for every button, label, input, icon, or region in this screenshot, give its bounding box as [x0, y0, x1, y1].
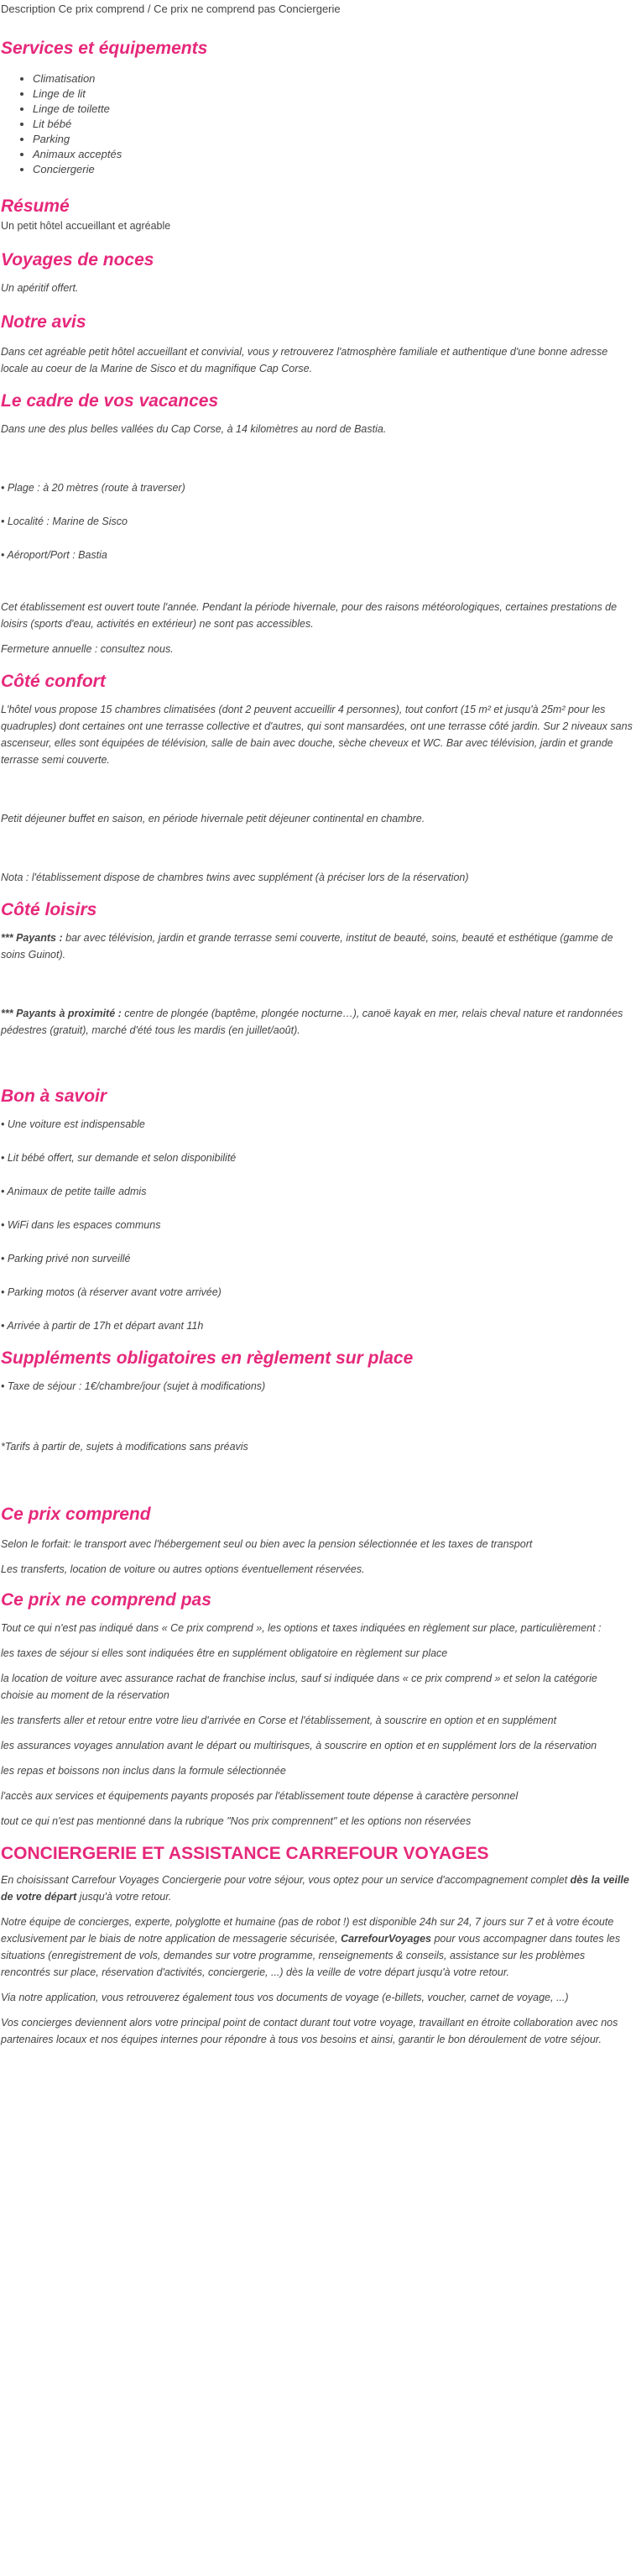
- loisirs-payants: [1, 929, 633, 963]
- list-item: • Linge de toilette: [33, 102, 633, 117]
- cadre-bullet-localite: • Localité : Marine de Sisco: [1, 516, 128, 527]
- conciergerie-p2-c: pour vous accompagner dans toutes les situations (enregistrement de vols, demandes sur votre programme, renseignements & conseils, assistance sur les problèmes rencontrés sur place, réservation d'activités, conciergerie, ...) dès la veille de votre départ jusqu'à votre retour.: [1, 1933, 621, 1978]
- supplements-tarifs: *Tarifs à partir de, sujets à modifications sans préavis: [1, 1441, 248, 1453]
- list-item: • Parking: [33, 132, 633, 147]
- savoir-item: • Parking motos (à réserver avant votre arrivée): [1, 1286, 222, 1298]
- loisirs-title: Côté loisirs: [1, 900, 97, 919]
- ne-comprend-item: les assurances voyages annulation avant le départ ou multirisques, à souscrire en option et en supplément lors de la réservation: [1, 1740, 597, 1751]
- cadre-fermeture: Fermeture annuelle : consultez nous.: [1, 643, 174, 655]
- ne-comprend-item: les repas et boissons non inclus dans la formule sélectionnée: [1, 1765, 286, 1777]
- cadre-bullet-aeroport: • Aéroport/Port : Bastia: [1, 549, 107, 561]
- noces-title: Voyages de noces: [1, 250, 154, 270]
- ne-comprend-title: Ce prix ne comprend pas: [1, 1590, 211, 1610]
- savoir-item: • Parking privé non surveillé: [1, 1253, 131, 1264]
- savoir-item: • Arrivée à partir de 17h et départ avant 11h: [1, 1320, 204, 1332]
- resume-text: Un petit hôtel accueillant et agréable: [1, 220, 171, 232]
- avis-text: Dans cet agréable petit hôtel accueillant et convivial, vous y retrouverez l'atmosphère familiale et authentique d'une bonne adresse locale au coeur de la Marine de Sisco et du magnifique Cap Corse.: [1, 346, 608, 374]
- confort-text: L'hôtel vous propose 15 chambres climatisées (dont 2 peuvent accueillir 4 personnes), tout confort (15 m² et jusqu'à 25m² pour les quadruples) dont certaines ont une terrasse collective et d'autres, qui sont mansardées, ont une terrasse côté jardin. Sur 2 niveaux sans ascenseur, elles sont équipées de télévision, salle de bain avec douche, sèche cheveux et WC. Bar avec télévision, jardin et grande terrasse semi couverte.: [1, 704, 633, 766]
- savoir-title: Bon à savoir: [1, 1086, 107, 1106]
- confort-petit-dejeuner: Petit déjeuner buffet en saison, en période hivernale petit déjeuner continental en chambre.: [1, 813, 425, 825]
- list-item: • Animaux acceptés: [33, 147, 633, 162]
- comprend-p2: Les transferts, location de voiture ou autres options éventuellement réservées.: [1, 1563, 365, 1575]
- list-item: • Lit bébé: [33, 117, 633, 132]
- savoir-item: • WiFi dans les espaces communs: [1, 1219, 161, 1231]
- services-title: Services et équipements: [1, 39, 208, 58]
- confort-title: Côté confort: [1, 672, 106, 691]
- savoir-item: • Animaux de petite taille admis: [1, 1186, 147, 1197]
- list-item: • Conciergerie: [33, 162, 633, 177]
- list-item: • Linge de lit: [33, 86, 633, 102]
- list-item: • Climatisation: [33, 71, 633, 86]
- ne-comprend-item: les transferts aller et retour entre votre lieu d'arrivée en Corse et l'établissement, à souscrire en option et en supplément: [1, 1715, 557, 1726]
- conciergerie-p2-b: CarrefourVoyages: [341, 1933, 431, 1945]
- cadre-ouverture: Cet établissement est ouvert toute l'année. Pendant la période hivernale, pour des raisons météorologiques, certaines prestations de loisirs (sports d'eau, activités en extérieur) ne sont pas accessibles.: [1, 601, 618, 630]
- ne-comprend-item: la location de voiture avec assurance rachat de franchise inclus, sauf si indiquée dans « ce prix comprend » et selon la catégorie choisie au moment de la réservation: [1, 1673, 597, 1701]
- conciergerie-p1-b: dès la veille de votre départ: [1, 1874, 629, 1903]
- conciergerie-p1-c: jusqu'à votre retour.: [76, 1891, 172, 1903]
- loisirs-proximite: [1, 1005, 633, 1039]
- conciergerie-p4: Vos concierges deviennent alors votre principal point de contact durant tout votre voyage, travaillant en étroite collaboration avec nos partenaires locaux et nos équipes internes pour répondre à tous vos besoins et ainsi, garantir le bon déroulement de votre séjour.: [1, 2017, 618, 2045]
- ne-comprend-item: les taxes de séjour si elles sont indiquées être en supplément obligatoire en règlement sur place: [1, 1647, 448, 1659]
- conciergerie-p3: Via notre application, vous retrouverez également tous vos documents de voyage (e-billets, voucher, carnet de voyage, ...): [1, 1992, 569, 2003]
- comprend-title: Ce prix comprend: [1, 1505, 151, 1524]
- supplements-title: Suppléments obligatoires en règlement sur place: [1, 1348, 414, 1368]
- confort-nota: Nota : l'établissement dispose de chambres twins avec supplément (à préciser lors de la réservation): [1, 872, 469, 883]
- ne-comprend-item: tout ce qui n'est pas mentionné dans la rubrique "Nos prix comprennent" et les options non réservées: [1, 1815, 472, 1827]
- conciergerie-p2: [1, 1914, 633, 1981]
- ne-comprend-item: Tout ce qui n'est pas indiqué dans « Ce prix comprend », les options et taxes indiquées en règlement sur place, particulièrement :: [1, 1622, 602, 1634]
- cadre-intro: Dans une des plus belles vallées du Cap Corse, à 14 kilomètres au nord de Bastia.: [1, 423, 387, 435]
- ne-comprend-item: l'accès aux services et équipements payants proposés par l'établissement toute dépense à caractère personnel: [1, 1790, 519, 1802]
- breadcrumb: Description Ce prix comprend / Ce prix ne comprend pas Conciergerie: [1, 3, 341, 15]
- resume-title: Résumé: [1, 196, 70, 216]
- conciergerie-p1-a: En choisissant Carrefour Voyages Conciergerie pour votre séjour, vous optez pour un service d'accompagnement complet: [1, 1874, 571, 1886]
- cadre-title: Le cadre de vos vacances: [1, 391, 219, 411]
- savoir-item: • Une voiture est indispensable: [1, 1118, 145, 1130]
- cadre-bullet-plage: • Plage : à 20 mètres (route à traverser): [1, 482, 185, 494]
- loisirs-payants-text: bar avec télévision, jardin et grande terrasse semi couverte, institut de beauté, soins, beauté et esthétique (gamme de soins Guinot).: [1, 932, 613, 961]
- savoir-item: • Lit bébé offert, sur demande et selon disponibilité: [1, 1152, 237, 1164]
- conciergerie-p1: [1, 1872, 633, 1905]
- loisirs-proximite-label: *** Payants à proximité :: [1, 1008, 122, 1019]
- avis-title: Notre avis: [1, 312, 86, 332]
- comprend-p1: Selon le forfait: le transport avec l'hébergement seul ou bien avec la pension sélectionnée et les taxes de transport: [1, 1538, 533, 1550]
- conciergerie-p2-a: Notre équipe de concierges, experte, polyglotte et humaine (pas de robot !) est disponible 24h sur 24, 7 jours sur 7 et à votre écoute exclusivement par le biais de notre application de messagerie sécurisée,: [1, 1916, 614, 1945]
- supplements-taxe: • Taxe de séjour : 1€/chambre/jour (sujet à modifications): [1, 1380, 266, 1392]
- loisirs-proximite-text: centre de plongée (baptême, plongée nocturne…), canoë kayak en mer, relais cheval nature et randonnées pédestres (gratuit), marché d'été tous les mardis (en juillet/août).: [1, 1008, 623, 1036]
- conciergerie-title: CONCIERGERIE ET ASSISTANCE CARREFOUR VOYAGES: [1, 1844, 489, 1863]
- loisirs-payants-label: *** Payants :: [1, 932, 63, 944]
- noces-text: Un apéritif offert.: [1, 282, 79, 294]
- services-list: [1, 71, 633, 177]
